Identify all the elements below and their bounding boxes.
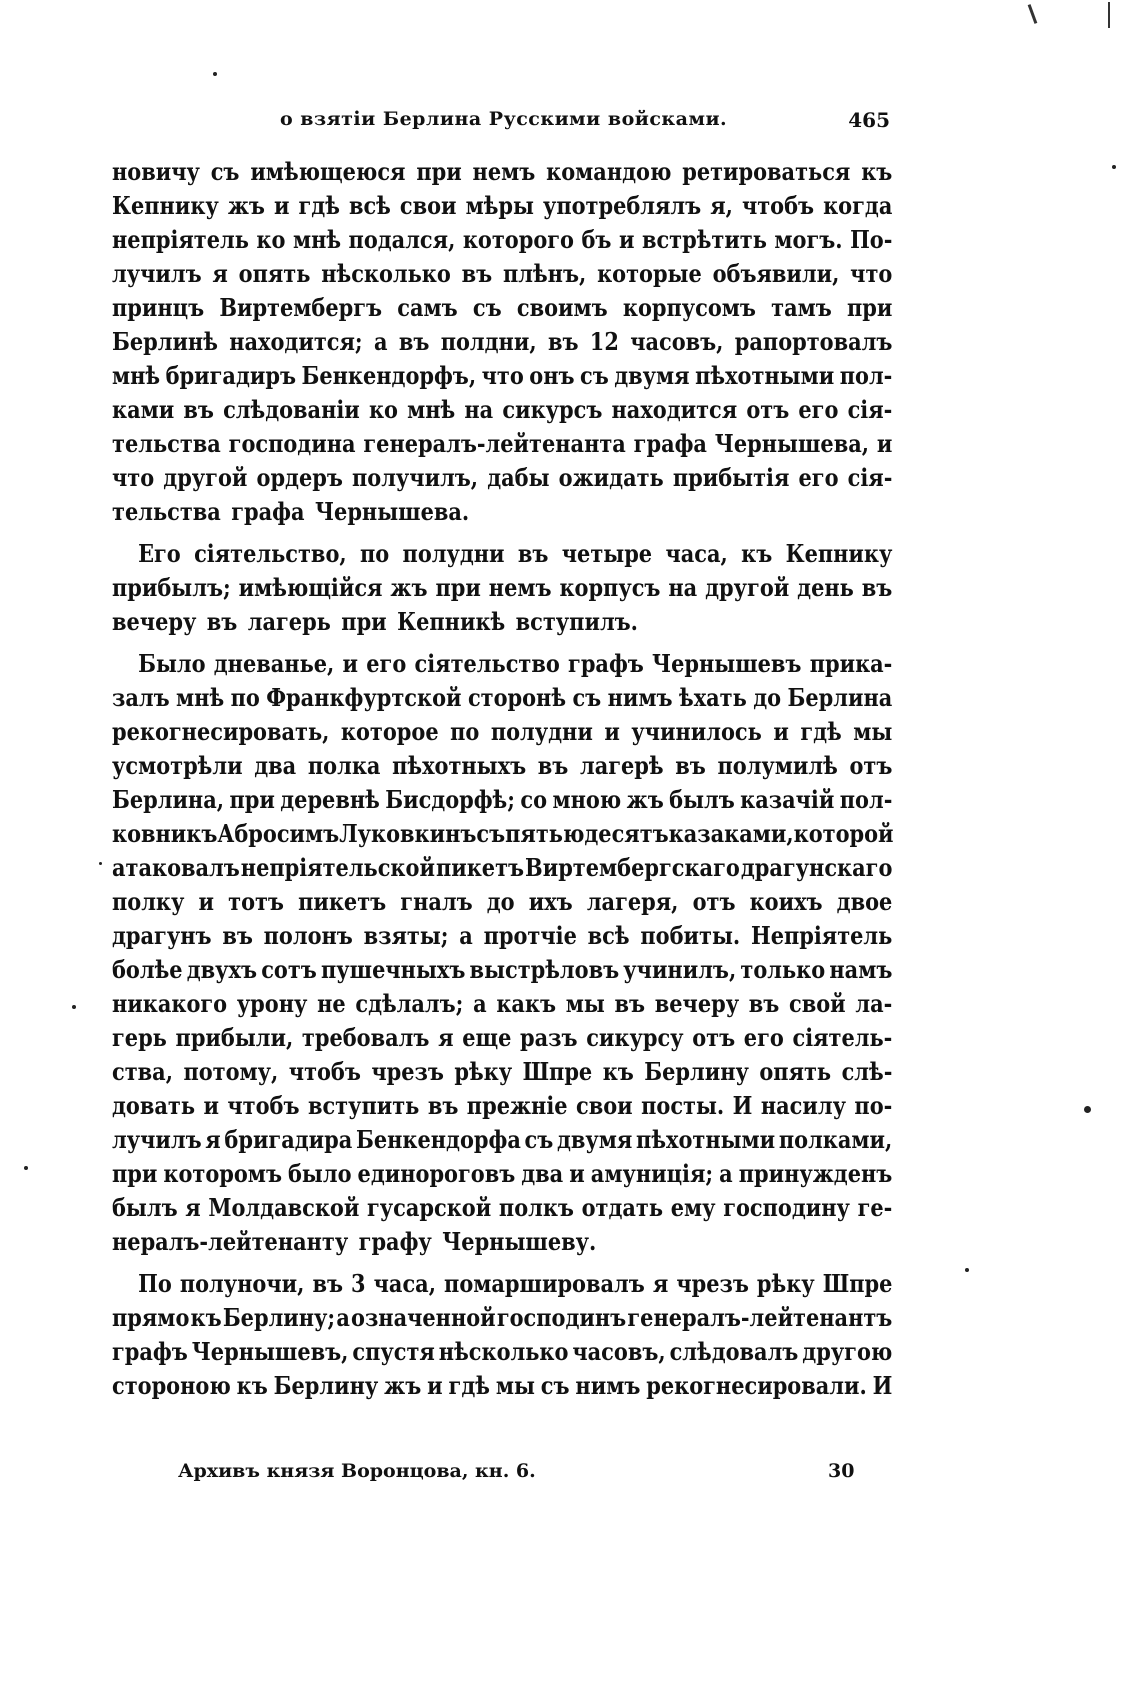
- running-title: о взятіи Берлина Русскими войсками.: [280, 108, 728, 130]
- text-line: Кепнику жъ и гдѣ всѣ свои мѣры употреблялъ я, чтобъ когда: [112, 191, 893, 220]
- text-line: полку и тотъ пикетъ гналъ до ихъ лагеря, отъ коихъ двое: [112, 887, 893, 916]
- text-line: мнѣ бригадиръ Бенкендорфъ, что онъ съ двумя пѣхотными пол-: [112, 361, 893, 390]
- text-line: принцъ Виртембергъ самъ съ своимъ корпусомъ тамъ при: [112, 293, 893, 322]
- footer-source: Архивъ князя Воронцова, кн. 6.: [178, 1460, 536, 1482]
- text-line: графъ Чернышевъ, спустя нѣсколько часовъ, слѣдовалъ другою: [112, 1337, 893, 1366]
- text-line: Берлинѣ находится; а въ полдни, въ 12 часовъ, рапортовалъ: [112, 327, 893, 356]
- text-line: прибылъ; имѣющійся жъ при немъ корпусъ на другой день въ: [112, 573, 893, 602]
- text-line: ками въ слѣдованіи ко мнѣ на сикурсъ находится отъ его сія-: [112, 395, 893, 424]
- text-line: вечеру въ лагерь при Кепникѣ вступилъ.: [112, 607, 638, 636]
- text-line: тельства господина генералъ-лейтенанта графа Чернышева, и: [112, 429, 893, 458]
- running-head: [110, 108, 890, 138]
- body-text: [112, 155, 892, 1403]
- text-line: стороною къ Берлину жъ и гдѣ мы съ нимъ рекогнесировали. И: [112, 1371, 893, 1400]
- scan-speck: [99, 862, 102, 865]
- text-line: прямо къ Берлину; а означенной господинъ генералъ-лейтенантъ: [112, 1303, 893, 1332]
- text-line: Его сіятельство, по полудни въ четыре часа, къ Кепнику: [138, 539, 893, 568]
- text-line: атаковалъ непріятельской пикетъ Виртембергскаго драгунскаго: [112, 853, 893, 882]
- text-line: Было дневанье, и его сіятельство графъ Чернышевъ прика-: [138, 649, 893, 678]
- text-line: залъ мнѣ по Франкфуртской сторонѣ съ нимъ ѣхать до Берлина: [112, 683, 893, 712]
- page-number: 465: [848, 108, 890, 132]
- text-line: что другой ордеръ получилъ, дабы ожидать прибытія его сія-: [112, 463, 893, 492]
- scan-mark: [1028, 4, 1038, 24]
- scan-speck: [1084, 1106, 1091, 1113]
- text-line: непріятель ко мнѣ подался, которого бъ и встрѣтить могъ. По-: [112, 225, 893, 254]
- text-line: лучилъ я опять нѣсколько въ плѣнъ, которые объявили, что: [112, 259, 893, 288]
- scan-mark: [1108, 2, 1110, 28]
- text-line: при которомъ было единороговъ два и амуниція; а принужденъ: [112, 1159, 893, 1188]
- text-line: усмотрѣли два полка пѣхотныхъ въ лагерѣ въ полумилѣ отъ: [112, 751, 893, 780]
- scan-speck: [72, 1005, 76, 1009]
- page-footer: [178, 1460, 878, 1490]
- text-line: По полуночи, въ 3 часа, помаршировалъ я чрезъ рѣку Шпре: [138, 1269, 893, 1298]
- scan-speck: [1112, 165, 1116, 169]
- scan-speck: [24, 1166, 28, 1170]
- text-line: ковникъ Абросимъ Луковкинъ съ пятьюдесятъ казаками, которой: [112, 819, 894, 848]
- text-line: Берлина, при деревнѣ Бисдорфѣ; со мною жъ былъ казачій пол-: [112, 785, 893, 814]
- scan-speck: [965, 1268, 969, 1272]
- text-line: новичу съ имѣющеюся при немъ командою ретироваться къ: [112, 157, 893, 186]
- text-line: лучилъ я бригадира Бенкендорфа съ двумя пѣхотными полками,: [112, 1125, 893, 1154]
- text-line: никакого урону не сдѣлалъ; а какъ мы въ вечеру въ свой ла-: [112, 989, 893, 1018]
- text-line: болѣе двухъ сотъ пушечныхъ выстрѣловъ учинилъ, только намъ: [112, 955, 893, 984]
- text-line: герь прибыли, требовалъ я еще разъ сикурсу отъ его сіятель-: [112, 1023, 893, 1052]
- scan-speck: [213, 72, 217, 76]
- text-line: ства, потому, чтобъ чрезъ рѣку Шпре къ Берлину опять слѣ-: [112, 1057, 893, 1086]
- signature-mark: 30: [828, 1460, 855, 1482]
- text-line: тельства графа Чернышева.: [112, 497, 470, 526]
- text-line: нералъ-лейтенанту графу Чернышеву.: [112, 1227, 597, 1256]
- text-line: рекогнесировать, которое по полудни и учинилось и гдѣ мы: [112, 717, 893, 746]
- text-line: былъ я Молдавской гусарской полкъ отдать ему господину ге-: [112, 1193, 893, 1222]
- text-line: драгунъ въ полонъ взяты; а протчіе всѣ побиты. Непріятель: [112, 921, 893, 950]
- text-line: довать и чтобъ вступить въ прежніе свои посты. И насилу по-: [112, 1091, 893, 1120]
